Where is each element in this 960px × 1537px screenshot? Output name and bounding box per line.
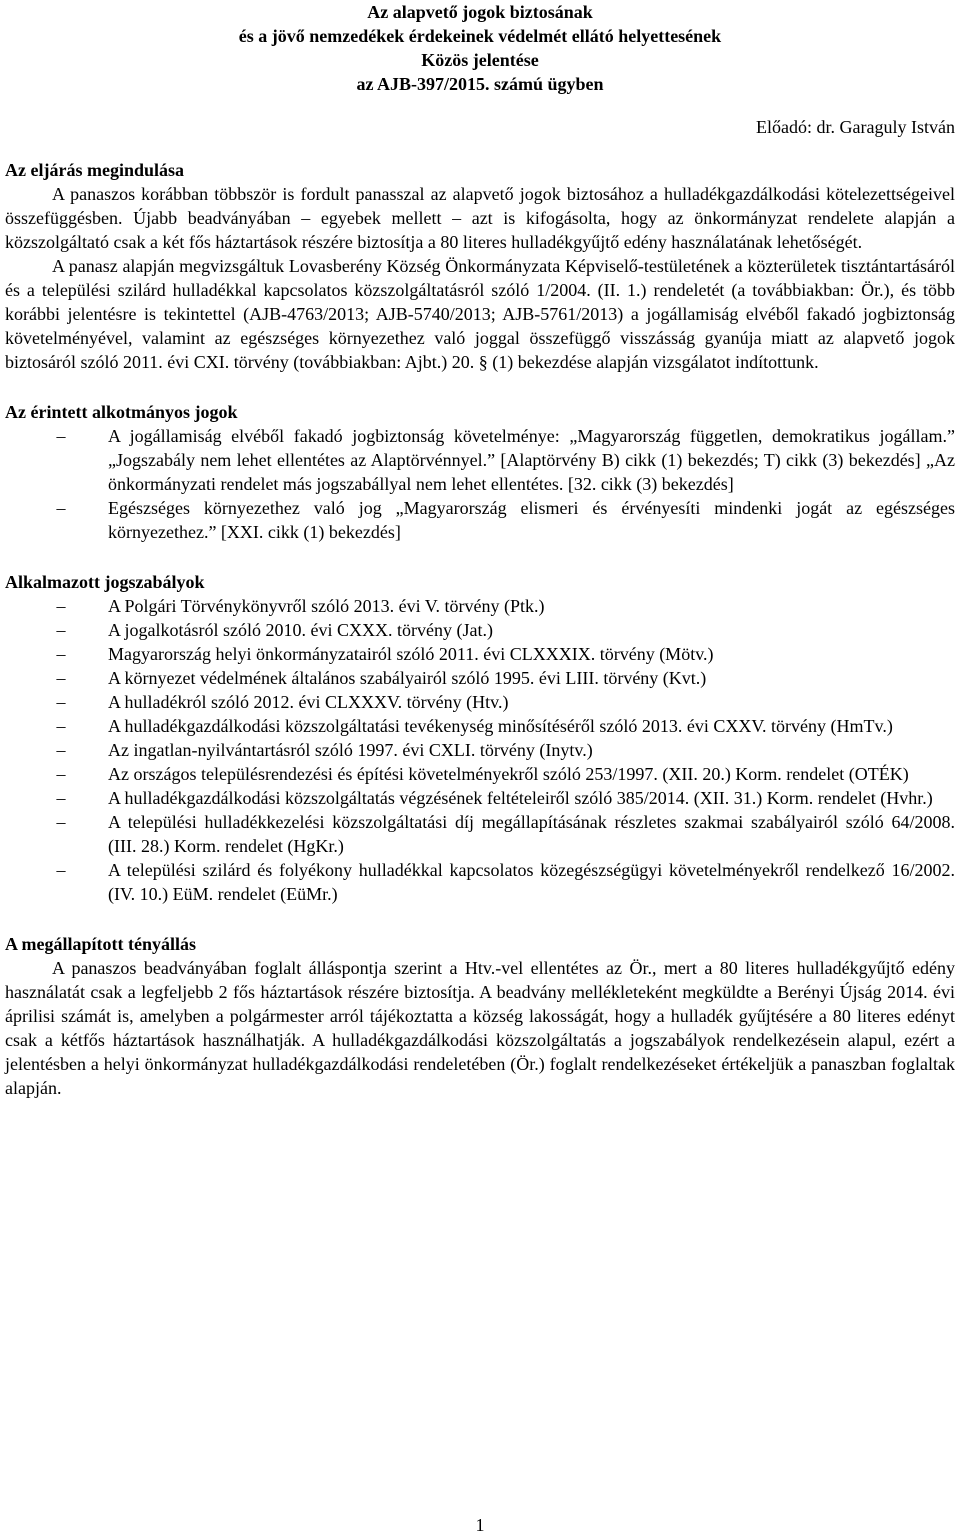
list-item [5, 762, 955, 786]
list-item [5, 496, 955, 544]
list-item [5, 424, 955, 496]
list-item-text: A jogállamiság elvéből fakadó jogbiztonság követelménye: „Magyarország független, demokratikus jogállam.” „Jogszabály nem lehet ellentétes az Alaptörvénnyel.” [Alaptörvény B) cikk (1) bekezdés; T) cikk (3) bekezdés] „Az önkormányzati rendelet más jogszabállyal nem lehet ellentétes. [32. cikk (3) bekezdés] [108, 426, 955, 494]
paragraph-start-2: A panasz alapján megvizsgáltuk Lovasberény Község Önkormányzata Képviselő-testületének a közterületek tisztántartásáról és a települési szilárd hulladékkal kapcsolatos közszolgáltatásról szóló 1/2004. (II. 1.) rendeletét (a továbbiakban: Ör.), és több korábbi jelentésre is tekintettel (AJB-4763/2013; AJB-5740/2013; AJB-5761/2013) a jogállamiság elvéből fakadó jogbiztonság követelményével, valamint az egészséges környezethez való joggal összefüggő visszásság gyanúja miatt az alapvető jogok biztosáról szóló 2011. évi CXI. törvény (továbbiakban: Ajbt.) 20. § (1) bekezdése alapján vizsgálatot indítottunk. [5, 256, 955, 372]
document-page [5, 0, 955, 1100]
dash-bullet: – [56, 668, 66, 688]
presenter-line: Előadó: dr. Garaguly István [756, 117, 955, 137]
dash-bullet: – [56, 426, 66, 446]
dash-bullet: – [56, 812, 66, 832]
list-item-text: A hulladékról szóló 2012. évi CLXXXV. törvény (Htv.) [108, 692, 509, 712]
list-item [5, 858, 955, 906]
list-item [5, 714, 955, 738]
list-item-text: Magyarország helyi önkormányzatairól szóló 2011. évi CLXXXIX. törvény (Mötv.) [108, 644, 714, 664]
list-item-text: A települési hulladékkezelési közszolgáltatási díj megállapításának részletes szakmai szabályairól szóló 64/2008. (III. 28.) Korm. rendelet (HgKr.) [108, 812, 955, 856]
rights-list [5, 424, 955, 544]
dash-bullet: – [56, 644, 66, 664]
list-item-text: A hulladékgazdálkodási közszolgáltatás végzésének feltételeiről szóló 385/2014. (XII. 31.) Korm. rendelet (Hvhr.) [108, 788, 933, 808]
list-item [5, 786, 955, 810]
list-item [5, 810, 955, 858]
list-item-text: A jogalkotásról szóló 2010. évi CXXX. törvény (Jat.) [108, 620, 493, 640]
laws-list [5, 594, 955, 906]
list-item [5, 666, 955, 690]
section-heading-start: Az eljárás megindulása [5, 160, 184, 180]
dash-bullet: – [56, 716, 66, 736]
title-line-4: az AJB-397/2015. számú ügyben [356, 74, 604, 94]
list-item [5, 594, 955, 618]
dash-bullet: – [56, 692, 66, 712]
list-item-text: A hulladékgazdálkodási közszolgáltatási tevékenység minősítéséről szóló 2013. évi CXXV. törvény (HmTv.) [108, 716, 893, 736]
dash-bullet: – [56, 764, 66, 784]
document-title [5, 0, 955, 96]
section-heading-facts: A megállapított tényállás [5, 934, 196, 954]
paragraph-facts-1: A panaszos beadványában foglalt álláspontja szerint a Htv.-vel ellentétes az Ör., mert a 80 literes hulladékgyűjtő edény használatát csak a legfeljebb 2 fős háztartások részére biztosítja. A beadvány mellékleteként megküldte a Berényi Újság 2014. évi áprilisi számát is, amelyben a polgármester arról tájékoztatta a község lakosságát, hogy a hulladék gyűjtésére a 80 literes edényt csak a kétfős háztartások használhatják. A hulladékgazdálkodási közszolgáltatás a jogszabályok rendelkezésein alapul, ezért a jelentésben a helyi önkormányzat hulladékgazdálkodási rendeletében (Ör.) foglalt rendelkezéseket értékeljük a panaszban foglaltak alapján. [5, 958, 955, 1098]
list-item-text: A környezet védelmének általános szabályairól szóló 1995. évi LIII. törvény (Kvt.) [108, 668, 707, 688]
list-item [5, 738, 955, 762]
title-line-1: Az alapvető jogok biztosának [367, 2, 593, 22]
list-item [5, 618, 955, 642]
page-number: 1 [475, 1515, 485, 1535]
dash-bullet: – [56, 788, 66, 808]
section-heading-rights: Az érintett alkotmányos jogok [5, 402, 238, 422]
dash-bullet: – [56, 498, 66, 518]
title-line-3: Közös jelentése [421, 50, 539, 70]
title-line-2: és a jövő nemzedékek érdekeinek védelmét ellátó helyettesének [238, 26, 722, 46]
list-item [5, 642, 955, 666]
list-item-text: A Polgári Törvénykönyvről szóló 2013. évi V. törvény (Ptk.) [108, 596, 545, 616]
dash-bullet: – [56, 740, 66, 760]
dash-bullet: – [56, 620, 66, 640]
paragraph-start-1: A panaszos korábban többször is fordult panasszal az alapvető jogok biztosához a hulladékgazdálkodási kötelezettségeivel összefüggésben. Újabb beadványában – egyebek mellett – azt is kifogásolta, hogy az önkormányzat rendelete alapján a közszolgáltató csak a két fős háztartások részére biztosítja a 80 literes hulladékgyűjtő edény használatának lehetőségét. [5, 184, 955, 252]
list-item-text: Egészséges környezethez való jog „Magyarország elismeri és érvényesíti mindenki jogát az egészséges környezethez.” [XXI. cikk (1) bekezdés] [108, 498, 955, 542]
dash-bullet: – [56, 860, 66, 880]
dash-bullet: – [56, 596, 66, 616]
section-heading-laws: Alkalmazott jogszabályok [5, 572, 205, 592]
list-item-text: Az országos településrendezési és építési követelményekről szóló 253/1997. (XII. 20.) Korm. rendelet (OTÉK) [108, 764, 909, 784]
list-item-text: A települési szilárd és folyékony hulladékkal kapcsolatos közegészségügyi követelményekről rendelkező 16/2002. (IV. 10.) EüM. rendelet (EüMr.) [108, 860, 955, 904]
list-item-text: Az ingatlan-nyilvántartásról szóló 1997. évi CXLI. törvény (Inytv.) [108, 740, 593, 760]
list-item [5, 690, 955, 714]
